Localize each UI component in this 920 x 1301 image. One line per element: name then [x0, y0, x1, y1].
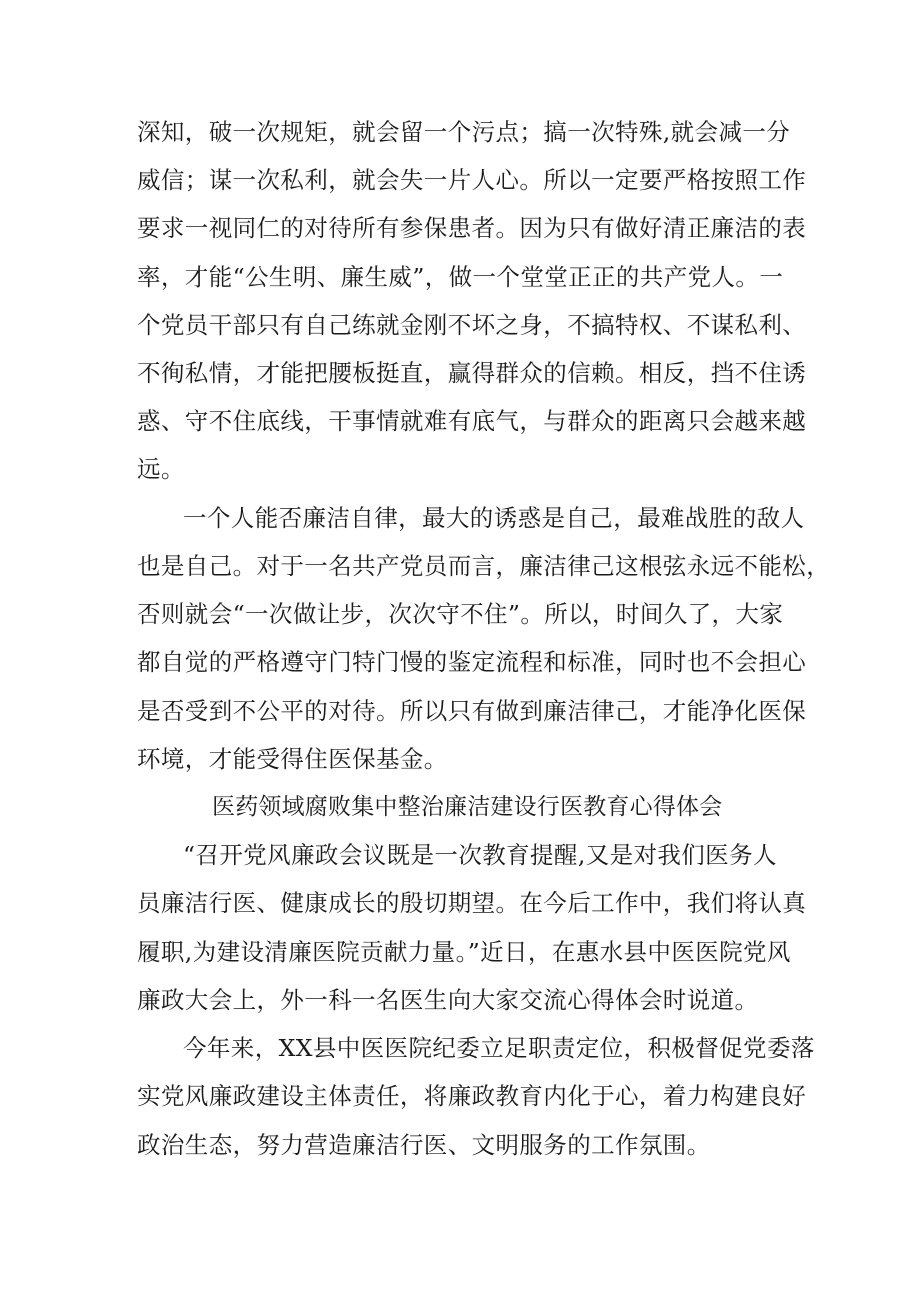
paragraph-2-line-4: 都自觉的严格遵守门特门慢的鉴定流程和标准，同时也不会担心 — [137, 648, 807, 676]
paragraph-3-line-3: 履职,为建设清廉医院贡献力量。”近日，在惠水县中医医院党风 — [137, 938, 791, 966]
paragraph-3-line-2: 员廉洁行医、健康成长的殷切期望。在今后工作中，我们将认真 — [137, 889, 807, 917]
paragraph-4-line-3: 政治生态，努力营造廉洁行医、文明服务的工作氛围。 — [137, 1131, 711, 1159]
paragraph-4-line-1: 今年来，XX县中医医院纪委立足职责定位，积极督促党委落 — [183, 1034, 815, 1062]
paragraph-1-line-7: 惑、守不住底线，干事情就难有底气，与群众的距离只会越来越 — [137, 407, 807, 435]
paragraph-3-line-4: 廉政大会上，外一科一名医生向大家交流心得体会时说道。 — [137, 986, 759, 1014]
paragraph-1-line-4: 率，才能“公生明、廉生威”，做一个堂堂正正的共产党人。一 — [137, 263, 784, 291]
paragraph-4-line-2: 实党风廉政建设主体责任，将廉政教育内化于心，着力构建良好 — [137, 1082, 807, 1110]
paragraph-1-line-1: 深知，破一次规矩，就会留一个污点；搞一次特殊,就会减一分 — [137, 118, 791, 146]
paragraph-1-line-5: 个党员干部只有自己练就金刚不坏之身，不搞特权、不谋私利、 — [137, 311, 807, 339]
paragraph-2-line-1: 一个人能否廉洁自律，最大的诱惑是自己，最难战胜的敌人 — [183, 504, 805, 532]
paragraph-1-line-3: 要求一视同仁的对待所有参保患者。因为只有做好清正廉洁的表 — [137, 214, 807, 242]
paragraph-1-line-6: 不徇私情，才能把腰板挺直，赢得群众的信赖。相反，挡不住诱 — [137, 359, 807, 387]
paragraph-1-line-2: 威信；谋一次私利，就会失一片人心。所以一定要严格按照工作 — [137, 166, 807, 194]
paragraph-3-line-1: “召开党风廉政会议既是一次教育提醒,又是对我们医务人 — [183, 841, 777, 869]
paragraph-1-line-8: 远。 — [137, 455, 185, 483]
paragraph-2-line-3: 否则就会“一次做让步，次次守不住”。所以，时间久了，大家 — [137, 600, 784, 628]
section-heading: 医药领域腐败集中整治廉洁建设行医教育心得体会 — [212, 794, 723, 820]
paragraph-2-line-5: 是否受到不公平的对待。所以只有做到廉洁律己，才能净化医保 — [137, 697, 807, 725]
paragraph-2-line-6: 环境，才能受得住医保基金。 — [137, 745, 448, 773]
paragraph-2-line-2: 也是自己。对于一名共产党员而言，廉洁律己这根弦永远不能松， — [137, 552, 831, 580]
